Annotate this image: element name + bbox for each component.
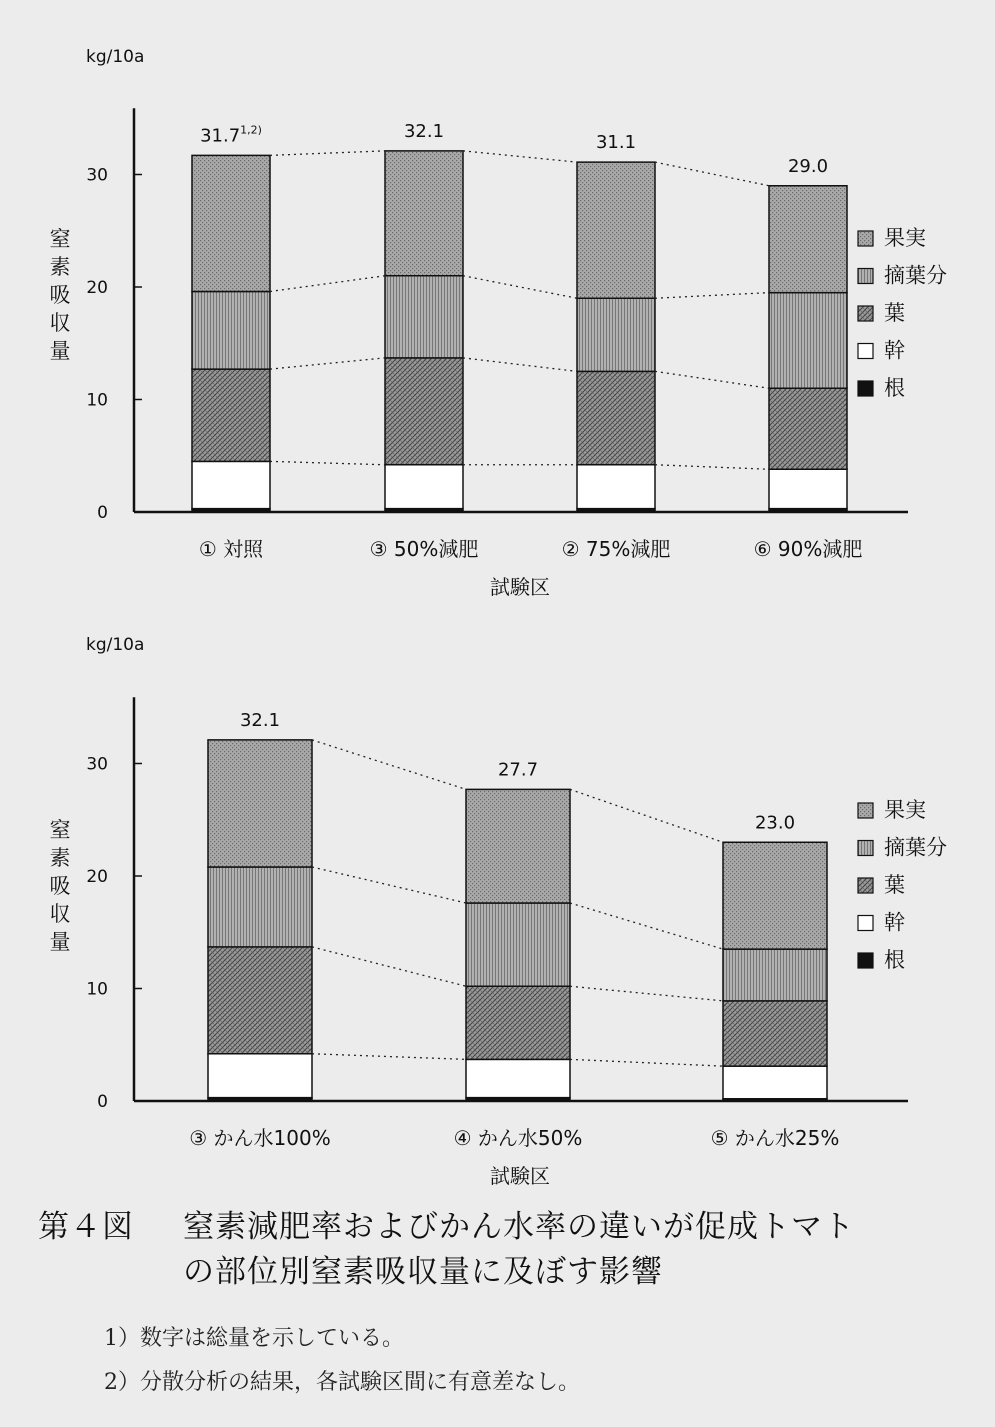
- bar-segment: [466, 903, 570, 986]
- x-axis-label: 試験区: [490, 1164, 550, 1188]
- y-tick-label: 10: [86, 979, 108, 1000]
- bar-segment: [385, 465, 463, 509]
- bar-segment: [192, 461, 270, 508]
- legend-label: 摘葉分: [884, 835, 947, 860]
- y-axis-label: 窒素吸収量: [49, 818, 71, 954]
- y-tick-label: 0: [97, 1092, 108, 1112]
- connector-dotted-line: [655, 371, 769, 388]
- bar-segment: [466, 986, 570, 1059]
- connector-dotted-line: [570, 1059, 723, 1066]
- bar-segment: [192, 155, 270, 291]
- bar-segment: [723, 1001, 827, 1066]
- legend-swatch: [858, 344, 873, 359]
- chart-fertilizer-reduction: [0, 0, 995, 610]
- bar-segment: [208, 947, 312, 1054]
- connector-dotted-line: [655, 465, 769, 470]
- bar-segment: [769, 469, 847, 508]
- y-tick-label: 10: [86, 390, 108, 411]
- x-tick-label: ② 75%減肥: [561, 537, 671, 561]
- bar-segment: [208, 740, 312, 867]
- legend-swatch: [858, 269, 873, 284]
- y-tick-label: 30: [86, 165, 108, 186]
- figure-title-line1: 窒素減肥率およびかん水率の違いが促成トマト: [183, 1209, 855, 1245]
- bar-total-label: 27.7: [497, 759, 539, 781]
- connector-dotted-line: [570, 903, 723, 949]
- legend-label: 根: [884, 376, 905, 400]
- chart-irrigation-rate: [0, 615, 995, 1205]
- bar-segment: [208, 867, 312, 947]
- legend-label: 幹: [884, 338, 905, 363]
- bar-segment: [769, 388, 847, 469]
- bar-segment: [769, 186, 847, 293]
- x-axis-label: 試験区: [490, 575, 550, 599]
- bar-segment: [208, 1054, 312, 1098]
- connector-dotted-line: [312, 740, 466, 790]
- legend-swatch: [858, 231, 873, 246]
- connector-dotted-line: [463, 358, 577, 372]
- connector-dotted-line: [312, 1054, 466, 1060]
- bar-segment: [385, 358, 463, 465]
- connector-dotted-line: [270, 461, 385, 464]
- connector-dotted-line: [312, 947, 466, 986]
- bar-total-label: 29.0: [787, 155, 829, 177]
- x-tick-label: ⑤ かん水25%: [710, 1126, 840, 1150]
- y-tick-label: 0: [97, 503, 108, 523]
- legend-label: 果実: [884, 226, 926, 250]
- bar-segment: [192, 292, 270, 370]
- x-tick-label: ③ 50%減肥: [369, 537, 479, 561]
- y-unit-label: kg/10a: [86, 635, 145, 655]
- figure-title-line2: の部位別窒素吸収量に及ぼす影響: [183, 1254, 663, 1290]
- connector-dotted-line: [312, 867, 466, 903]
- legend-label: 幹: [884, 910, 905, 935]
- connector-dotted-line: [655, 162, 769, 186]
- legend-label: 葉: [884, 301, 905, 325]
- bar-total-label: 31.7$^{1,2)}$: [200, 123, 262, 147]
- legend-swatch: [858, 381, 873, 396]
- legend-swatch: [858, 803, 873, 818]
- x-tick-label: ⑥ 90%減肥: [753, 537, 863, 561]
- bar-total-label: 32.1: [239, 709, 281, 731]
- connector-dotted-line: [270, 358, 385, 369]
- y-tick-label: 20: [86, 867, 108, 887]
- bar-segment: [577, 465, 655, 509]
- figure-notes: [104, 1317, 964, 1405]
- connector-dotted-line: [463, 151, 577, 162]
- bar-segment: [577, 298, 655, 371]
- y-tick-label: 30: [86, 754, 108, 775]
- figure-caption: [38, 1205, 978, 1295]
- bar-segment: [385, 276, 463, 358]
- x-tick-label: ④ かん水50%: [453, 1126, 583, 1150]
- bar-segment: [577, 371, 655, 464]
- bar-segment: [192, 369, 270, 461]
- y-unit-label: kg/10a: [86, 47, 145, 67]
- connector-dotted-line: [655, 293, 769, 299]
- legend-label: 果実: [884, 798, 926, 822]
- bar-segment: [466, 1059, 570, 1097]
- bar-segment: [723, 1066, 827, 1099]
- legend-swatch: [858, 953, 873, 968]
- bar-total-label: 31.1: [595, 132, 637, 154]
- note-1: 1）数字は総量を示している。: [104, 1326, 404, 1351]
- bar-segment: [466, 789, 570, 903]
- bar-segment: [577, 162, 655, 298]
- bar-segment: [723, 842, 827, 949]
- bar-total-label: 23.0: [754, 812, 796, 834]
- connector-dotted-line: [270, 151, 385, 156]
- legend-swatch: [858, 841, 873, 856]
- figure-number: 第４図: [38, 1209, 134, 1245]
- legend-label: 摘葉分: [884, 263, 947, 288]
- bar-segment: [723, 949, 827, 1001]
- bar-segment: [769, 293, 847, 389]
- x-tick-label: ③ かん水100%: [189, 1126, 331, 1150]
- legend-swatch: [858, 878, 873, 893]
- note-2: 2）分散分析の結果，各試験区間に有意差なし。: [104, 1370, 580, 1395]
- y-axis-label: 窒素吸収量: [49, 227, 71, 363]
- legend-label: 根: [884, 948, 905, 972]
- connector-dotted-line: [570, 789, 723, 842]
- x-tick-label: ① 対照: [198, 537, 264, 561]
- connector-dotted-line: [270, 276, 385, 292]
- y-tick-label: 20: [86, 278, 108, 298]
- legend-label: 葉: [884, 873, 905, 897]
- legend-swatch: [858, 306, 873, 321]
- bar-total-label: 32.1: [403, 120, 445, 142]
- connector-dotted-line: [463, 276, 577, 299]
- connector-dotted-line: [570, 986, 723, 1001]
- legend-swatch: [858, 916, 873, 931]
- bar-segment: [385, 151, 463, 276]
